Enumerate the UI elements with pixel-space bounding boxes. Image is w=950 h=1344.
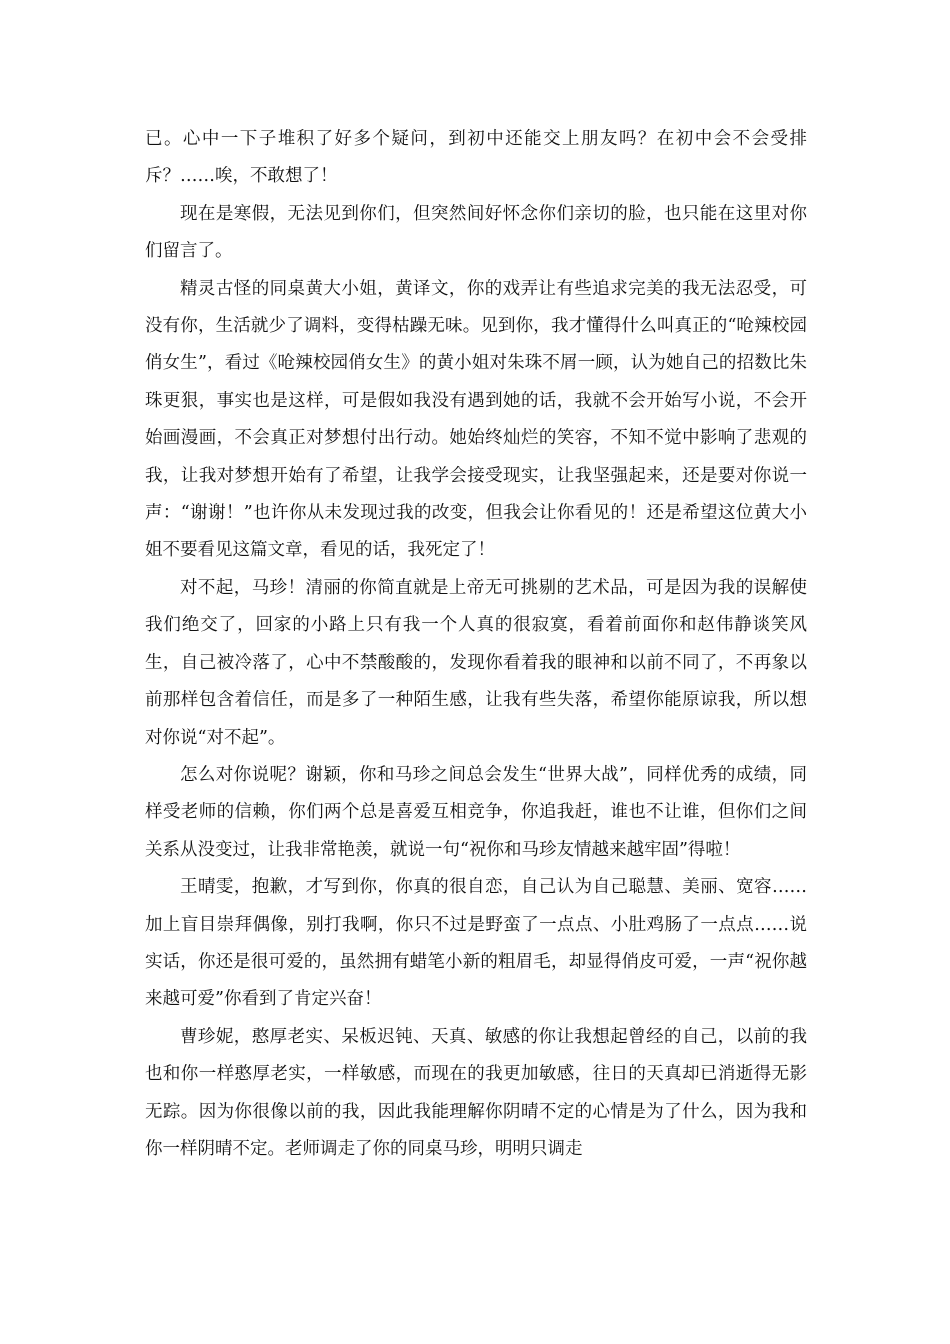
paragraph-xie-ying: 怎么对你说呢？谢颖，你和马珍之间总会发生“世界大战”，同样优秀的成绩，同样受老师的信赖，你们两个总是喜爱互相竞争，你追我赶，谁也不让谁，但你们之间关系从没变过，让我非常艳羡，就说一句“祝你和马珍友情越来越牢固”得啦！ — [145, 764, 807, 860]
paragraph-cao-zhenni: 曹珍妮，憨厚老实、呆板迟钝、天真、敏感的你让我想起曾经的自己，以前的我也和你一样憨厚老实，一样敏感，而现在的我更加敏感，往日的天真却已消逝得无影无踪。因为你很像以前的我，因此我能理解你阴晴不定的心情是为了什么，因为我和你一样阴晴不定。老师调走了你的同桌马珍，明明只调走 — [145, 1026, 807, 1159]
document-body — [145, 121, 807, 1168]
paragraph-wang-qingwen: 王晴雯，抱歉，才写到你，你真的很自恋，自己认为自己聪慧、美丽、宽容……加上盲目崇拜偶像，别打我啊，你只不过是野蛮了一点点、小肚鸡肠了一点点……说实话，你还是很可爱的，虽然拥有蜡笔小新的粗眉毛，却显得俏皮可爱，一声“祝你越来越可爱”你看到了肯定兴奋！ — [145, 877, 807, 1010]
paragraph-ma-zhen: 对不起，马珍！清丽的你简直就是上帝无可挑剔的艺术品，可是因为我的误解使我们绝交了，回家的小路上只有我一个人真的很寂寞，看着前面你和赵伟静谈笑风生，自己被冷落了，心中不禁酸酸的，发现你看着我的眼神和以前不同了，不再象以前那样包含着信任，而是多了一种陌生感，让我有些失落，希望你能原谅我，所以想对你说“对不起”。 — [145, 577, 807, 748]
paragraph-huang-yiwen: 精灵古怪的同桌黄大小姐，黄译文，你的戏弄让有些追求完美的我无法忍受，可没有你，生活就少了调料，变得枯躁无味。见到你，我才懂得什么叫真正的“呛辣校园俏女生”，看过《呛辣校园俏女生》的黄小姐对朱珠不屑一顾，认为她自己的招数比朱珠更狠，事实也是这样，可是假如我没有遇到她的话，我就不会开始写小说，不会开始画漫画，不会真正对梦想付出行动。她始终灿烂的笑容，不知不觉中影响了悲观的我，让我对梦想开始有了希望，让我学会接受现实，让我坚强起来，还是要对你说一声：“谢谢！”也许你从未发现过我的改变，但我会让你看见的！还是希望这位黄大小姐不要看见这篇文章，看见的话，我死定了！ — [145, 278, 807, 561]
paragraph-winter-break: 现在是寒假，无法见到你们，但突然间好怀念你们亲切的脸，也只能在这里对你们留言了。 — [145, 203, 807, 262]
paragraph-continuation: 已。心中一下子堆积了好多个疑问，到初中还能交上朋友吗？在初中会不会受排斥？……唉，不敢想了！ — [145, 129, 807, 187]
